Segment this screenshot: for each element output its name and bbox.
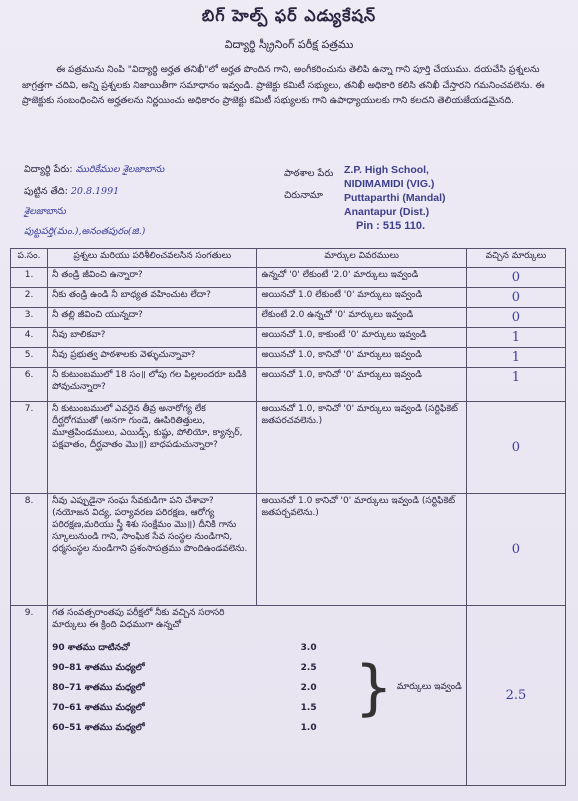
row-9-content [48,606,467,786]
row-no: 7. [11,402,48,494]
row-marks: అయినచో 1.0, కాకుంటే '0' మార్కులు ఇవ్వండి [257,328,466,348]
range-item: 90 శాతము దాటినచో [52,643,130,653]
row-score: 0 [466,308,565,328]
range-point: 3.0 [300,643,317,653]
header-marks-details: మార్కుల వివరములు [257,249,466,268]
row-score: 0 [466,494,565,606]
table-row [11,606,566,786]
range-points [301,638,351,738]
row-score: 0 [466,402,565,494]
stamp-line-1: Z.P. High School, [344,164,429,176]
table-row [11,348,566,368]
stamp-line-3: Puttaparthi (Mandal) [344,192,446,204]
brace-symbol: } [354,653,393,723]
table-row [11,268,566,288]
row-question: నీ తండ్రి జీవించి ఉన్నారా? [48,268,257,288]
row-no: 8. [11,494,48,606]
row-no: 2. [11,288,48,308]
student-name-label: విద్యార్థి పేరు [24,164,70,175]
percentage-scale [52,638,462,738]
table-row [11,402,566,494]
table-row [11,288,566,308]
form-title: బిగ్ హెల్ప్ ఫర్ ఎడ్యుకేషన్ [201,6,377,25]
dob-label: పుట్టిన తేది [24,186,65,197]
range-note: మార్కులు ఇవ్వండి [396,682,462,692]
row-marks: అయినచో 1.0 లేకుంటే '0' మార్కులు ఇవ్వండి [257,288,466,308]
range-item: 60–51 శాతము మధ్యలో [52,723,145,733]
row-question: నీవు ప్రభుత్వ పాఠశాలకు వెళ్ళుచున్నావా? [48,348,257,368]
range-point: 1.0 [300,723,317,733]
row-question: నీవు ఎప్పుడైనా సంఘ సేవకుడిగా పని చేశావా? (నయోజన విద్య, పర్యావరణ పరిరక్షణ, ఆరోగ్య పరిరక్షణ,మరియు స్త్రీ శిశు సంక్షేమం మొ॥) దీనికి గాను స్కూలునుండి గాని, సాంఘిక సేవ సంస్థల నుండిగాని, ధర్మసంస్థల నుండిగాని ప్రశంసాపత్రము పొందిఉండవలెను. [48,494,257,606]
row-question: నీ కుటుంబములో 18 సం॥ లోపు గల పిల్లలందరూ బడికి పోవుచున్నారా? [48,368,257,402]
table-header-row [11,249,566,268]
row-question: నీవు బాలికవా? [48,328,257,348]
stamp-pin: Pin : 515 110. [356,220,426,232]
row-no: 9. [11,606,48,786]
stamp-line-4: Anantapur (Dist.) [344,206,430,218]
row-score: 1 [466,328,565,348]
row-marks: అయినచో 1.0, కానిచో '0' మార్కులు ఇవ్వండి [257,348,466,368]
row-question: నీ కుటుంబములో ఎవరైన తీవ్ర అనారోగ్య లేక దీర్ఘరోగముతో (అనగా గుండె, ఊపిరితిత్తులు, మూత్రపిండములు, ఎయిడ్స్, కుష్టు, పోలియో, క్యాన్సర్, పక్షవాతం, దీర్ఘవాతం మొ॥) బాధపడుచున్నారా? [48,402,257,494]
range-item: 80–71 శాతము మధ్యలో [52,683,145,693]
row-score: 1 [466,348,565,368]
instructions-paragraph: ఈ పత్రమును నింపి "విద్యార్థి అర్హత తనిఖీ"లో అర్హత పొందిన గాని, అంగీకరించును తెలిపి ఉన్నా గాని పూర్తి చేయుము. దయచేసి ప్రశ్నలను జాగ్రత్తగా చదివి, అన్ని ప్రశ్నలకు నిజాయితీగా సమాధానం ఇవ్వండి. ప్రాజెక్టు కమిటీ సభ్యులు, తనిఖీ అధికారి కలిసి తనిఖీ చేస్తారని గమనించవలెను. ఈ ప్రాజెక్టుకు సంబంధించిన అర్హతలను నిర్ణయించు అధికారం ప్రాజెక్టు కమిటీ సభ్యులకు గాని ఉపాధ్యాయులకు గాని కలదని తెలియజేయడమైనది. [22,64,545,106]
address-line-2: పుట్టపర్తి(మం.),అనంతపురం(జి.) [24,226,146,237]
range-point: 2.5 [300,663,317,673]
row-marks: లేకుంటే 2.0 ఉన్నచో '0' మార్కులు ఇవ్వండి [257,308,466,328]
header-marks-obtained: వచ్చిన మార్కులు [466,249,565,268]
school-name-label: పాఠశాల పేరు [284,168,334,179]
percentage-ranges [52,638,301,738]
school-stamp [344,163,494,233]
row-no: 5. [11,348,48,368]
row-marks: ఉన్నచో '0' లేకుంటే '2.0' మార్కులు ఇవ్వండి [257,268,466,288]
row-marks: అయినచో 1.0, కానిచో '0' మార్కులు ఇవ్వండి (సర్టిఫికెట్ జతపరచవలెను.) [257,402,466,494]
range-item: 90–81 శాతము మధ్యలో [52,663,145,673]
row-no: 4. [11,328,48,348]
range-point: 1.5 [300,703,317,713]
row-no: 3. [11,308,48,328]
table-row [11,494,566,606]
table-row [11,328,566,348]
dob-value: 20.8.1991 [70,186,120,197]
header-serial: ప.సం. [11,249,48,268]
row-question: నీకు తండ్రి ఉండి నీ బాధ్యత వహించుట లేదా? [48,288,257,308]
row-score: 1 [466,368,565,402]
row-score: 2.5 [466,606,565,786]
student-name-field: విద్యార్థి పేరు: మురికేముల శైలజాబాను [24,164,165,175]
address-line-1: శైలజాబాను [24,206,66,217]
table-row [11,308,566,328]
table-row [11,368,566,402]
address-label: చిరునామా [284,190,323,201]
stamp-line-2: NIDIMAMIDI (VIG.) [344,178,435,190]
row-question: నీ తల్లి జీవించి యున్నదా? [48,308,257,328]
range-point: 2.0 [300,683,317,693]
student-name-value: మురికేముల శైలజాబాను [75,164,165,175]
range-item: 70–61 శాతము మధ్యలో [52,703,145,713]
row-score: 0 [466,268,565,288]
row-marks: అయినచో 1.0, కానిచో '0' మార్కులు ఇవ్వండి [257,368,466,402]
row-marks: అయినచో 1.0 కానిచో '0' మార్కులు ఇవ్వండి (సర్టిఫికెట్ జతపర్చవలెను.) [257,494,466,606]
row-score: 0 [466,288,565,308]
questions-table [10,248,566,786]
row-no: 1. [11,268,48,288]
row-question: గత సంవత్సరాంతపు పరీక్షలో నీకు వచ్చిన సరాసరి మార్కులు ఈ క్రింది విధముగా ఉన్నచో [52,608,225,630]
header-question: ప్రశ్నలు మరియు పరిశీలించవలసిన సంగతులు [48,249,257,268]
row-no: 6. [11,368,48,402]
dob-field: పుట్టిన తేది: 20.8.1991 [24,186,120,197]
form-subtitle: విద్యార్థి స్క్రీనింగ్ పరీక్ష పత్రము [224,38,354,51]
